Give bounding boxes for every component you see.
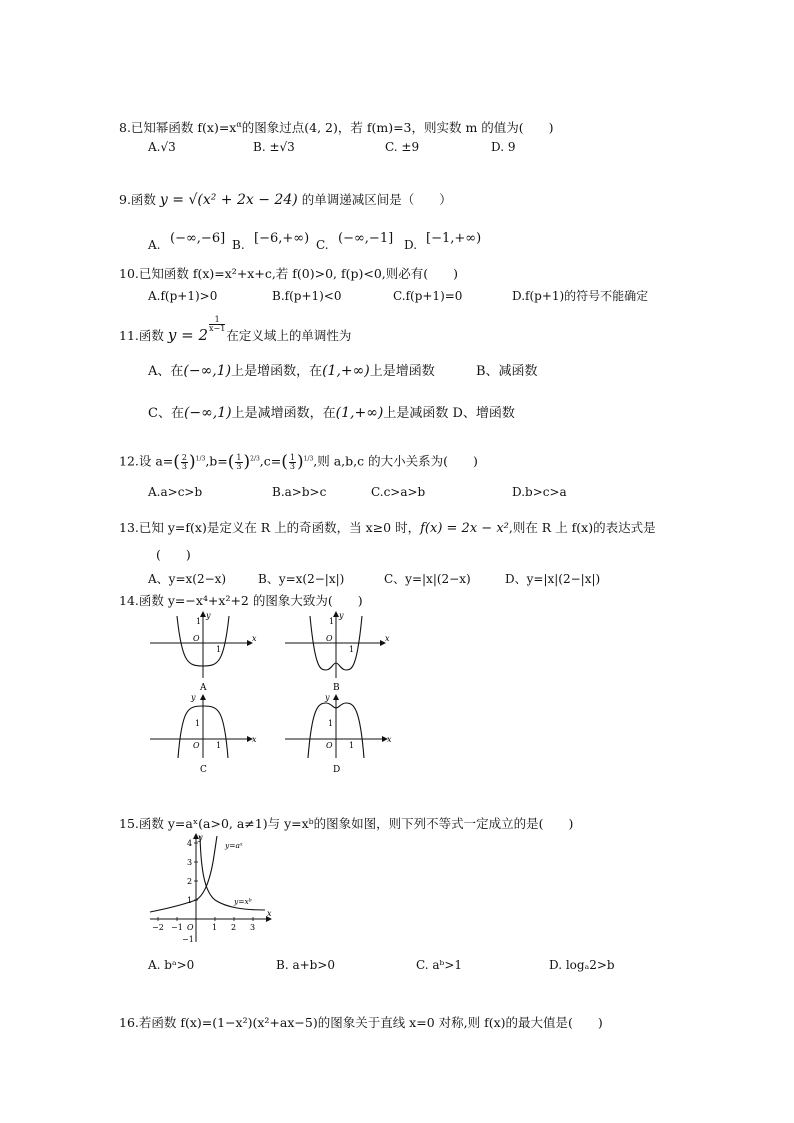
svg-text:1: 1 <box>216 741 222 750</box>
q13-option-b: B、y=x(2−|x|) <box>258 572 345 586</box>
svg-text:4: 4 <box>187 839 193 848</box>
q8-option-d: D. 9 <box>491 140 516 154</box>
q8-option-c: C. ±9 <box>385 140 420 154</box>
svg-text:1: 1 <box>329 617 335 626</box>
svg-text:C: C <box>200 765 207 775</box>
q12-option-b: B.a>b>c <box>272 485 327 499</box>
q10-option-c: C.f(p+1)=0 <box>393 289 463 303</box>
q10-option-b: B.f(p+1)<0 <box>272 289 342 303</box>
svg-text:1: 1 <box>196 617 202 626</box>
svg-text:O: O <box>326 741 333 750</box>
q9-stem: 9.函数 y = √(x² + 2x − 24) 的单调递减区间是（ ） <box>119 192 452 208</box>
q9-option-a-label: A. <box>148 238 161 252</box>
q11-stem: 11.函数 y = 2 $\frac{1}{x-1}$ 在定义域上的单调性为 <box>119 315 352 344</box>
q8-stem: 8.已知幂函数 $f(x)=x^\alpha$的图象过点(4, 2)，若 f(m)=3，则实数 m 的值为( ) <box>119 120 554 136</box>
q11-option-b: B、减函数 <box>476 364 538 379</box>
q15-option-a: A. bᵃ>0 <box>148 958 195 972</box>
q14-stem: 14.函数 y=−x⁴+x²+2 的图象大致为( ) <box>119 593 363 608</box>
q10-stem: 10.已知函数 f(x)=x²+x+c,若 f(0)>0, f(p)<0,则必有( ) <box>119 266 459 281</box>
q13-paren: ( ) <box>156 547 191 562</box>
q15-option-c: C. aᵇ>1 <box>416 958 463 972</box>
svg-text:y: y <box>206 611 211 620</box>
q10-option-a: A.f(p+1)>0 <box>148 289 218 303</box>
q14-graph-a <box>150 611 257 693</box>
svg-text:3: 3 <box>250 923 256 932</box>
svg-text:1: 1 <box>216 645 222 654</box>
svg-text:y: y <box>325 693 330 702</box>
q9-formula: y = √(x² + 2x − 24) <box>159 192 298 208</box>
q12-option-c: C.c>a>b <box>371 485 426 499</box>
q9-option-d: [−1,+∞) <box>426 231 482 246</box>
svg-text:x: x <box>252 735 257 744</box>
svg-text:x: x <box>252 634 257 643</box>
q9-option-a: (−∞,−6] <box>170 231 226 246</box>
svg-text:x: x <box>267 909 272 918</box>
q13-option-a: A、y=x(2−x) <box>148 572 227 586</box>
q12-option-d: D.b>c>a <box>512 485 567 499</box>
q15-stem: 15.函数 y=aˣ(a>0, a≠1)与 y=xᵇ的图象如图，则下列不等式一定成立的是( ) <box>119 816 574 831</box>
q13-option-d: D、y=|x|(2−|x|) <box>505 572 601 586</box>
svg-text:y: y <box>191 693 196 702</box>
q9-option-c-label: C. <box>316 238 329 252</box>
q15-option-d: D. logₐ2>b <box>549 958 615 972</box>
q15-option-b: B. a+b>0 <box>276 958 336 972</box>
svg-text:x: x <box>385 634 390 643</box>
svg-text:1: 1 <box>195 719 201 728</box>
svg-text:x: x <box>387 735 392 744</box>
svg-text:2: 2 <box>231 923 237 932</box>
svg-text:1: 1 <box>349 645 355 654</box>
q14-graph-c <box>150 693 257 775</box>
svg-text:−2: −2 <box>152 923 164 932</box>
q9-option-b: [−6,+∞) <box>254 231 310 246</box>
svg-text:O: O <box>193 741 200 750</box>
q14-graph-d <box>285 693 392 775</box>
q13-stem: 13.已知 y=f(x)是定义在 R 上的奇函数，当 x≥0 时，f(x) = 2x − x²,则在 R 上 f(x)的表达式是 <box>119 520 656 536</box>
q8-option-b: B. ±√3 <box>253 140 295 154</box>
q10-option-d: D.f(p+1)的符号不能确定 <box>512 289 649 303</box>
svg-text:−1: −1 <box>171 923 183 932</box>
svg-text:y=xᵇ: y=xᵇ <box>234 897 252 906</box>
svg-text:O: O <box>193 634 200 643</box>
q8-option-a: A.√3 <box>148 140 176 154</box>
svg-text:A: A <box>200 683 207 693</box>
svg-text:1: 1 <box>349 741 355 750</box>
svg-text:O: O <box>326 634 333 643</box>
q9-option-b-label: B. <box>232 238 245 252</box>
svg-text:D: D <box>333 765 341 775</box>
svg-text:y=aˣ: y=aˣ <box>225 841 243 850</box>
q11-option-c: C、在(−∞,1)上是减增函数，在(1,+∞)上是减函数 D、增函数 <box>148 405 515 421</box>
q12-option-a: A.a>c>b <box>148 485 203 499</box>
svg-text:1: 1 <box>328 719 334 728</box>
svg-text:B: B <box>333 683 340 693</box>
q9-option-c: (−∞,−1] <box>338 231 394 246</box>
q16-stem: 16.若函数 f(x)=(1−x²)(x²+ax−5)的图象关于直线 x=0 对称,则 f(x)的最大值是( ) <box>119 1015 603 1030</box>
q13-option-c: C、y=|x|(2−x) <box>384 572 471 586</box>
svg-text:y: y <box>339 611 344 620</box>
svg-text:O: O <box>187 923 194 932</box>
svg-text:1: 1 <box>187 896 193 905</box>
svg-text:1: 1 <box>212 923 218 932</box>
q15-curve-ax <box>150 836 217 912</box>
svg-text:3: 3 <box>187 858 193 867</box>
svg-text:2: 2 <box>187 877 193 886</box>
q14-graph-b <box>285 611 390 693</box>
q11-option-a: A、在(−∞,1)上是增函数，在(1,+∞)上是增函数 <box>148 363 435 379</box>
q9-option-d-label: D. <box>404 238 418 252</box>
svg-text:−1: −1 <box>182 935 194 944</box>
q14-graphs <box>140 608 420 778</box>
q15-graph <box>145 832 275 944</box>
q12-stem: 12.设 a=( $\frac{2}{3}$ )$^{1/3}$,b=( $\frac{1}{3}$ )$^{2/3}$,c=( $\frac{1}{3}$ )$^{1/3}$,则 a,b,c 的大小关系为( ) <box>119 452 478 472</box>
svg-text:y: y <box>198 833 203 842</box>
